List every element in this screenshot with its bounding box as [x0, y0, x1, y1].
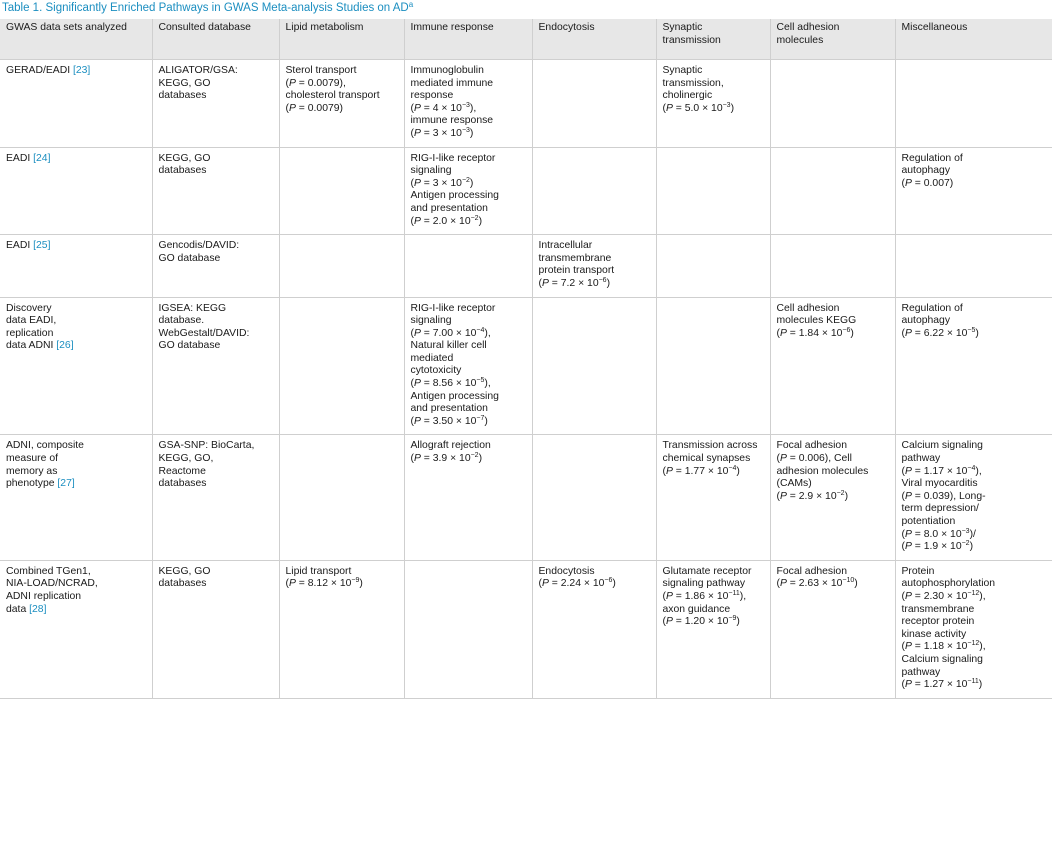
p-value-symbol: P — [779, 578, 787, 590]
cell-line: Allograft rejection — [410, 440, 491, 452]
cell-endocytosis — [532, 147, 656, 235]
cell-line: Regulation of — [901, 152, 963, 164]
cell-line: axon guidance — [662, 603, 731, 615]
cell-line: Cell adhesion — [776, 302, 840, 314]
cell-line: Calcium signaling — [901, 653, 983, 665]
reference-link[interactable]: [24] — [33, 152, 51, 164]
cell-line: RIG-I-like receptor — [410, 152, 496, 164]
cell-line: $(P = 3 \times 10^{-3})$ — [410, 126, 474, 139]
cell-line: Gencodis/DAVID: — [158, 240, 240, 252]
exponent: −6 — [842, 326, 851, 334]
table-row — [0, 560, 1052, 698]
p-value-symbol: P — [413, 177, 421, 189]
cell-immune-response — [404, 435, 532, 560]
cell-line: $(P = 3.9 \times 10^{-2})$ — [410, 452, 483, 465]
cell-endocytosis — [532, 560, 656, 698]
cell-line: $(P = 2.0 \times 10^{-2})$ — [410, 214, 483, 227]
exponent: −6 — [604, 577, 613, 585]
cell-miscellaneous — [895, 60, 1052, 148]
cell-line: ALIGATOR/GSA: — [158, 65, 238, 76]
cell-line: Regulation of — [901, 302, 963, 314]
cell-cell-adhesion-molecules — [770, 560, 895, 698]
cell-line: $(P = 7.2 \times 10^{-6})$ — [538, 276, 611, 289]
exponent: −6 — [598, 276, 607, 284]
cell-immune-response — [404, 147, 532, 235]
cell-line: receptor protein — [901, 616, 975, 628]
cell-line: autophosphorylation — [901, 578, 996, 590]
cell-line: databases — [158, 90, 207, 102]
cell-line: GSA-SNP: BioCarta, — [158, 440, 255, 452]
column-header-text: Immune response — [410, 22, 494, 33]
cell-synaptic-transmission — [656, 60, 770, 148]
cell-endocytosis — [532, 235, 656, 297]
p-value-symbol: P — [541, 277, 549, 289]
cell-line: GERAD/EADI [23] — [6, 65, 91, 76]
cell-miscellaneous — [895, 297, 1052, 435]
p-value-symbol: P — [665, 102, 673, 114]
p-value-symbol: P — [413, 215, 421, 227]
exponent: −3 — [461, 101, 470, 109]
reference-link[interactable]: [28] — [29, 603, 47, 615]
exponent: −9 — [351, 577, 360, 585]
cell-synaptic-transmission — [656, 560, 770, 698]
cell-lipid-metabolism — [279, 60, 404, 148]
table-row — [0, 60, 1052, 148]
cell-synaptic-transmission — [656, 235, 770, 297]
cell-cell-adhesion-molecules — [770, 435, 895, 560]
cell-line: memory as — [6, 465, 58, 477]
p-value-symbol: P — [904, 528, 912, 540]
column-header-text: Miscellaneous — [901, 22, 968, 33]
cell-consulted-database — [152, 147, 279, 235]
p-value-symbol: P — [904, 590, 912, 602]
exponent: −3 — [722, 101, 731, 109]
cell-line: cytotoxicity — [410, 365, 462, 377]
column-header-text: molecules — [776, 34, 824, 46]
p-value-symbol: P — [904, 327, 912, 339]
table-body — [0, 60, 1052, 699]
cell-consulted-database — [152, 60, 279, 148]
cell-line: GO database — [158, 252, 221, 264]
cell-line: $(P = 1.9 \times 10^{-2})$ — [901, 540, 974, 553]
p-value-symbol: P — [779, 327, 787, 339]
cell-line: GO database — [158, 340, 221, 352]
cell-line: Protein — [901, 565, 935, 577]
exponent: −12 — [967, 640, 980, 648]
cell-line: cholinergic — [662, 90, 713, 102]
cell-line: ADNI replication — [6, 590, 82, 602]
table-row — [0, 147, 1052, 235]
column-header-cell-adhesion-molecules — [770, 19, 895, 60]
cell-line: $(P = 1.27 \times 10^{-11})$ — [901, 678, 983, 691]
cell-line: $(P = 6.22 \times 10^{-5})$ — [901, 326, 979, 339]
cell-line: Reactome — [158, 465, 206, 477]
reference-link[interactable]: [23] — [72, 65, 91, 76]
cell-line: signaling — [410, 315, 452, 327]
cell-line: data ADNI [26] — [6, 340, 74, 352]
cell-line: immune response — [410, 115, 494, 127]
cell-endocytosis — [532, 297, 656, 435]
exponent: −5 — [967, 326, 976, 334]
table-row — [0, 235, 1052, 297]
p-value-symbol: P — [904, 465, 912, 477]
cell-cell-adhesion-molecules — [770, 235, 895, 297]
exponent: −4 — [728, 464, 737, 472]
p-value-symbol: P — [665, 465, 673, 477]
cell-line: $(P = 5.0 \times 10^{-3})$ — [662, 101, 735, 114]
column-header-text: Synaptic — [662, 22, 703, 33]
exponent: −4 — [476, 326, 485, 334]
exponent: −9 — [728, 615, 737, 623]
cell-line: (P = 0.006), Cell — [776, 453, 852, 465]
cell-lipid-metabolism — [279, 297, 404, 435]
p-value-symbol: P — [541, 578, 549, 590]
exponent: −2 — [836, 489, 845, 497]
cell-line: Sterol transport — [285, 65, 357, 76]
cell-line: $(P = 1.86 \times 10^{-11})$, — [662, 589, 747, 602]
cell-line: $(P = 1.20 \times 10^{-9})$ — [662, 615, 740, 628]
exponent: −2 — [461, 176, 470, 184]
p-value-symbol: P — [288, 102, 296, 114]
table-row — [0, 435, 1052, 560]
cell-miscellaneous — [895, 560, 1052, 698]
cell-line: KEGG, GO — [158, 152, 211, 164]
cell-cell-adhesion-molecules — [770, 60, 895, 148]
cell-immune-response — [404, 297, 532, 435]
exponent: −2 — [470, 452, 479, 460]
cell-synaptic-transmission — [656, 147, 770, 235]
cell-line: (P = 0.007) — [901, 177, 954, 189]
p-value-symbol: P — [665, 590, 673, 602]
cell-consulted-database — [152, 297, 279, 435]
table-header-row — [0, 19, 1052, 60]
exponent: −4 — [967, 464, 976, 472]
cell-lipid-metabolism — [279, 147, 404, 235]
column-header-consulted-database — [152, 19, 279, 60]
column-header-text: GWAS data sets analyzed — [6, 22, 127, 33]
cell-line: potentiation — [901, 516, 956, 527]
cell-line: mediated immune — [410, 77, 494, 89]
cell-line: (P = 0.0079) — [285, 102, 343, 114]
p-value-symbol: P — [288, 77, 296, 89]
cell-synaptic-transmission — [656, 435, 770, 560]
cell-consulted-database — [152, 235, 279, 297]
column-header-text: Endocytosis — [538, 22, 595, 33]
cell-line: transmembrane — [901, 603, 975, 615]
cell-gwas-data-sets — [0, 147, 152, 235]
cell-line: Immunoglobulin — [410, 65, 484, 76]
cell-line: $(P = 1.18 \times 10^{-12})$, — [901, 640, 986, 653]
cell-line: $(P = 3.50 \times 10^{-7})$ — [410, 414, 488, 427]
column-header-lipid-metabolism — [279, 19, 404, 60]
cell-line: $(P = 2.24 \times 10^{-6})$ — [538, 577, 616, 590]
column-header-text: Cell adhesion — [776, 22, 840, 33]
cell-line: Lipid transport — [285, 565, 352, 577]
cell-cell-adhesion-molecules — [770, 147, 895, 235]
cell-line: EADI [25] — [6, 240, 51, 252]
cell-line: $(P = 1.17 \times 10^{-4})$, — [901, 464, 982, 477]
cell-line: $(P = 2.9 \times 10^{-2})$ — [776, 489, 849, 502]
cell-line: adhesion molecules — [776, 465, 869, 477]
cell-line: cholesterol transport — [285, 90, 380, 102]
cell-gwas-data-sets — [0, 235, 152, 297]
cell-line: KEGG, GO, — [158, 453, 214, 465]
cell-line: KEGG, GO — [158, 77, 211, 89]
cell-gwas-data-sets — [0, 60, 152, 148]
cell-line: databases — [158, 478, 207, 490]
cell-line: Intracellular — [538, 240, 593, 252]
cell-endocytosis — [532, 60, 656, 148]
exponent: −2 — [961, 540, 970, 548]
cell-immune-response — [404, 235, 532, 297]
reference-link[interactable]: [25] — [33, 240, 51, 252]
cell-cell-adhesion-molecules — [770, 297, 895, 435]
cell-line: Natural killer cell — [410, 340, 487, 352]
cell-line: (P = 0.039), Long- — [901, 490, 986, 502]
cell-line: RIG-I-like receptor — [410, 302, 496, 314]
cell-miscellaneous — [895, 235, 1052, 297]
p-value-symbol: P — [413, 378, 421, 390]
cell-lipid-metabolism — [279, 235, 404, 297]
cell-line: Glutamate receptor — [662, 565, 752, 577]
cell-line: $(P = 3 \times 10^{-2})$ — [410, 176, 474, 189]
p-value-symbol: P — [413, 327, 421, 339]
cell-gwas-data-sets — [0, 297, 152, 435]
column-header-endocytosis — [532, 19, 656, 60]
exponent: −5 — [476, 377, 485, 385]
cell-line: databases — [158, 578, 207, 590]
p-value-symbol: P — [904, 490, 912, 502]
p-value-symbol: P — [779, 453, 787, 465]
cell-line: data [28] — [6, 603, 47, 615]
cell-line: IGSEA: KEGG — [158, 302, 227, 314]
cell-line: $(P = 8.0 \times 10^{-3})/$ — [901, 527, 976, 540]
column-header-text: Lipid metabolism — [285, 22, 364, 33]
p-value-symbol: P — [904, 679, 912, 691]
p-value-symbol: P — [904, 641, 912, 653]
p-value-symbol: P — [413, 127, 421, 139]
cell-gwas-data-sets — [0, 560, 152, 698]
cell-endocytosis — [532, 435, 656, 560]
cell-line: NIA-LOAD/NCRAD, — [6, 578, 98, 590]
cell-line: autophagy — [901, 165, 951, 177]
cell-line: signaling — [410, 165, 452, 177]
p-value-symbol: P — [665, 616, 673, 628]
cell-line: $(P = 1.84 \times 10^{-6})$ — [776, 326, 854, 339]
table-row — [0, 297, 1052, 435]
p-value-symbol: P — [904, 541, 912, 553]
exponent: −12 — [967, 589, 980, 597]
cell-line: measure of — [6, 453, 58, 465]
cell-line: pathway — [901, 453, 941, 465]
cell-line: $(P = 2.63 \times 10^{-10})$ — [776, 577, 858, 590]
cell-line: pathway — [901, 666, 941, 678]
cell-line: Discovery — [6, 302, 52, 314]
cell-line: Antigen processing — [410, 390, 499, 402]
cell-line: EADI [24] — [6, 152, 51, 164]
cell-line: (P = 0.0079), — [285, 77, 346, 89]
p-value-symbol: P — [288, 578, 296, 590]
column-header-text: transmission — [662, 34, 721, 46]
column-header-synaptic-transmission — [656, 19, 770, 60]
cell-gwas-data-sets — [0, 435, 152, 560]
cell-line: data EADI, — [6, 315, 57, 327]
column-header-immune-response — [404, 19, 532, 60]
cell-synaptic-transmission — [656, 297, 770, 435]
p-value-symbol: P — [904, 177, 912, 189]
cell-line: $(P = 7.00 \times 10^{-4})$, — [410, 326, 491, 339]
exponent: −3 — [461, 126, 470, 134]
column-header-gwas-data-sets — [0, 19, 152, 60]
cell-line: $(P = 8.12 \times 10^{-9})$ — [285, 577, 363, 590]
cell-line: Focal adhesion — [776, 565, 847, 577]
p-value-symbol: P — [779, 490, 787, 502]
cell-line: databases — [158, 165, 207, 177]
cell-line: phenotype [27] — [6, 478, 75, 490]
cell-lipid-metabolism — [279, 560, 404, 698]
cell-immune-response — [404, 60, 532, 148]
cell-line: Focal adhesion — [776, 440, 847, 452]
cell-line: Transmission across — [662, 440, 758, 452]
column-header-miscellaneous — [895, 19, 1052, 60]
cell-line: $(P = 4 \times 10^{-3})$, — [410, 101, 477, 114]
caption-text: Table 1. Significantly Enriched Pathways in GWAS Meta-analysis Studies on AD — [2, 2, 409, 14]
pathways-table — [0, 19, 1052, 699]
cell-miscellaneous — [895, 147, 1052, 235]
cell-line: mediated — [410, 352, 454, 364]
cell-line: Viral myocarditis — [901, 478, 978, 490]
cell-line: and presentation — [410, 403, 488, 415]
cell-line: transmembrane — [538, 252, 612, 264]
cell-line: kinase activity — [901, 628, 967, 640]
column-header-text: Consulted database — [158, 22, 251, 33]
cell-line: ADNI, composite — [6, 440, 84, 452]
exponent: −2 — [470, 214, 479, 222]
cell-line: protein transport — [538, 265, 615, 277]
cell-line: response — [410, 90, 454, 102]
cell-line: Antigen processing — [410, 190, 499, 202]
cell-line: and presentation — [410, 202, 488, 214]
exponent: −10 — [842, 577, 855, 585]
cell-miscellaneous — [895, 435, 1052, 560]
reference-link[interactable]: [27] — [57, 478, 75, 490]
cell-line: $(P = 2.30 \times 10^{-12})$, — [901, 589, 986, 602]
p-value-symbol: P — [413, 415, 421, 427]
cell-line: (CAMs) — [776, 478, 812, 490]
cell-line: term depression/ — [901, 503, 979, 515]
cell-consulted-database — [152, 560, 279, 698]
reference-link[interactable]: [26] — [56, 340, 74, 352]
cell-line: molecules KEGG — [776, 315, 857, 327]
exponent: −11 — [967, 678, 979, 686]
cell-line: Synaptic — [662, 65, 703, 76]
p-value-symbol: P — [413, 453, 421, 465]
table-caption — [0, 0, 1052, 19]
cell-line: chemical synapses — [662, 453, 751, 465]
cell-immune-response — [404, 560, 532, 698]
cell-line: KEGG, GO — [158, 565, 211, 577]
cell-line: $(P = 1.77 \times 10^{-4})$ — [662, 464, 740, 477]
cell-line: replication — [6, 327, 54, 339]
cell-line: signaling pathway — [662, 578, 746, 590]
exponent: −3 — [961, 527, 970, 535]
cell-line: Combined TGen1, — [6, 565, 91, 577]
cell-line: $(P = 8.56 \times 10^{-5})$, — [410, 377, 491, 390]
cell-line: transmission, — [662, 77, 724, 89]
p-value-symbol: P — [413, 102, 421, 114]
exponent: −11 — [728, 589, 740, 597]
exponent: −7 — [476, 414, 485, 422]
caption-footnote-mark: a — [408, 0, 414, 9]
cell-line: WebGestalt/DAVID: — [158, 327, 250, 339]
cell-line: Calcium signaling — [901, 440, 983, 452]
cell-line: Endocytosis — [538, 565, 595, 577]
cell-lipid-metabolism — [279, 435, 404, 560]
cell-consulted-database — [152, 435, 279, 560]
cell-line: database. — [158, 315, 205, 327]
cell-line: autophagy — [901, 315, 951, 327]
